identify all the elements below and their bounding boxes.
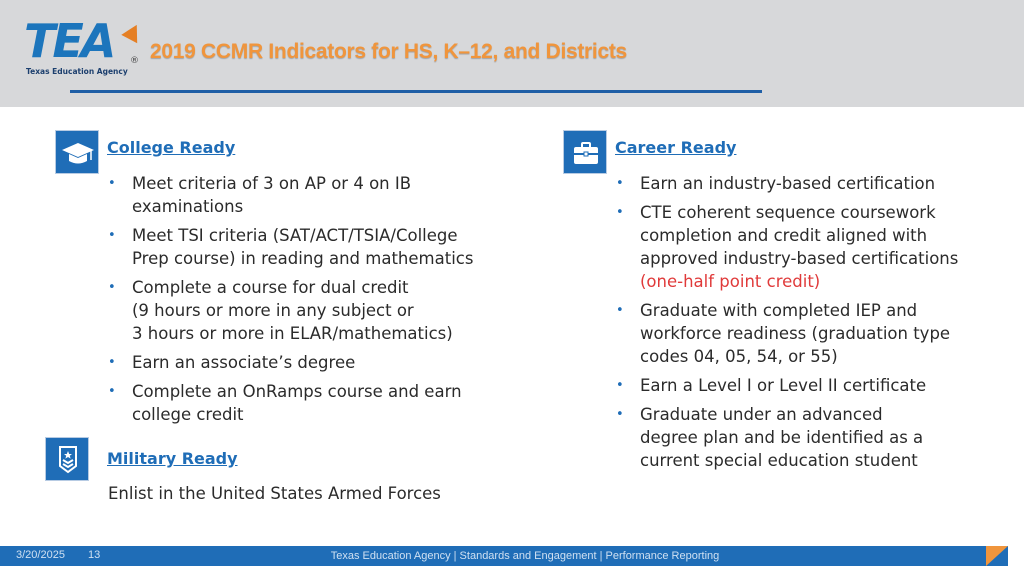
military-chevron-icon bbox=[45, 437, 89, 481]
list-item: • Graduate under an advanced degree plan and be identified as a current special education student bbox=[616, 403, 1016, 472]
logo-registered-mark: ® bbox=[130, 56, 139, 66]
logo-letters: TEA bbox=[24, 14, 114, 68]
header-band bbox=[0, 0, 1024, 107]
footer-text: Texas Education Agency | Standards and Engagement | Performance Reporting bbox=[330, 550, 720, 562]
list-item: • Graduate with completed IEP and workforce readiness (graduation type codes 04, 05, 54, or 55) bbox=[616, 299, 1016, 368]
footer-date: 3/20/2025 bbox=[16, 549, 65, 561]
footer-accent bbox=[986, 546, 1008, 566]
list-item bbox=[616, 201, 1016, 293]
title-underline-rule bbox=[70, 90, 762, 93]
list-item: • Earn a Level I or Level II certificate bbox=[616, 374, 1016, 397]
list-item: • Meet TSI criteria (SAT/ACT/TSIA/College Prep course) in reading and mathematics bbox=[108, 224, 548, 270]
list-item: • Complete an OnRamps course and earn college credit bbox=[108, 380, 548, 426]
graduation-cap-icon bbox=[55, 130, 99, 174]
logo-subtitle: Texas Education Agency bbox=[26, 67, 128, 76]
college-ready-heading[interactable]: College Ready bbox=[107, 138, 236, 157]
list-item-text: CTE coherent sequence coursework completion and credit aligned with approved industry-based certifications bbox=[640, 203, 959, 268]
logo-flame-icon bbox=[121, 21, 144, 44]
half-point-credit-note: (one-half point credit) bbox=[640, 272, 821, 291]
slide-title: 2019 CCMR Indicators for HS, K–12, and Districts bbox=[150, 40, 627, 63]
list-item: • Complete a course for dual credit (9 hours or more in any subject or 3 hours or more in ELAR/mathematics) bbox=[108, 276, 548, 345]
career-ready-list bbox=[616, 172, 1016, 478]
list-item: • Earn an associate’s degree bbox=[108, 351, 548, 374]
military-ready-heading[interactable]: Military Ready bbox=[107, 449, 238, 468]
list-item: • Meet criteria of 3 on AP or 4 on IB examinations bbox=[108, 172, 548, 218]
career-ready-heading[interactable]: Career Ready bbox=[615, 138, 737, 157]
military-ready-text: Enlist in the United States Armed Forces bbox=[108, 484, 441, 503]
briefcase-icon bbox=[563, 130, 607, 174]
page-number: 13 bbox=[88, 549, 101, 561]
list-item: • Earn an industry-based certification bbox=[616, 172, 1016, 195]
college-ready-list bbox=[108, 172, 548, 432]
tea-logo bbox=[24, 14, 146, 82]
